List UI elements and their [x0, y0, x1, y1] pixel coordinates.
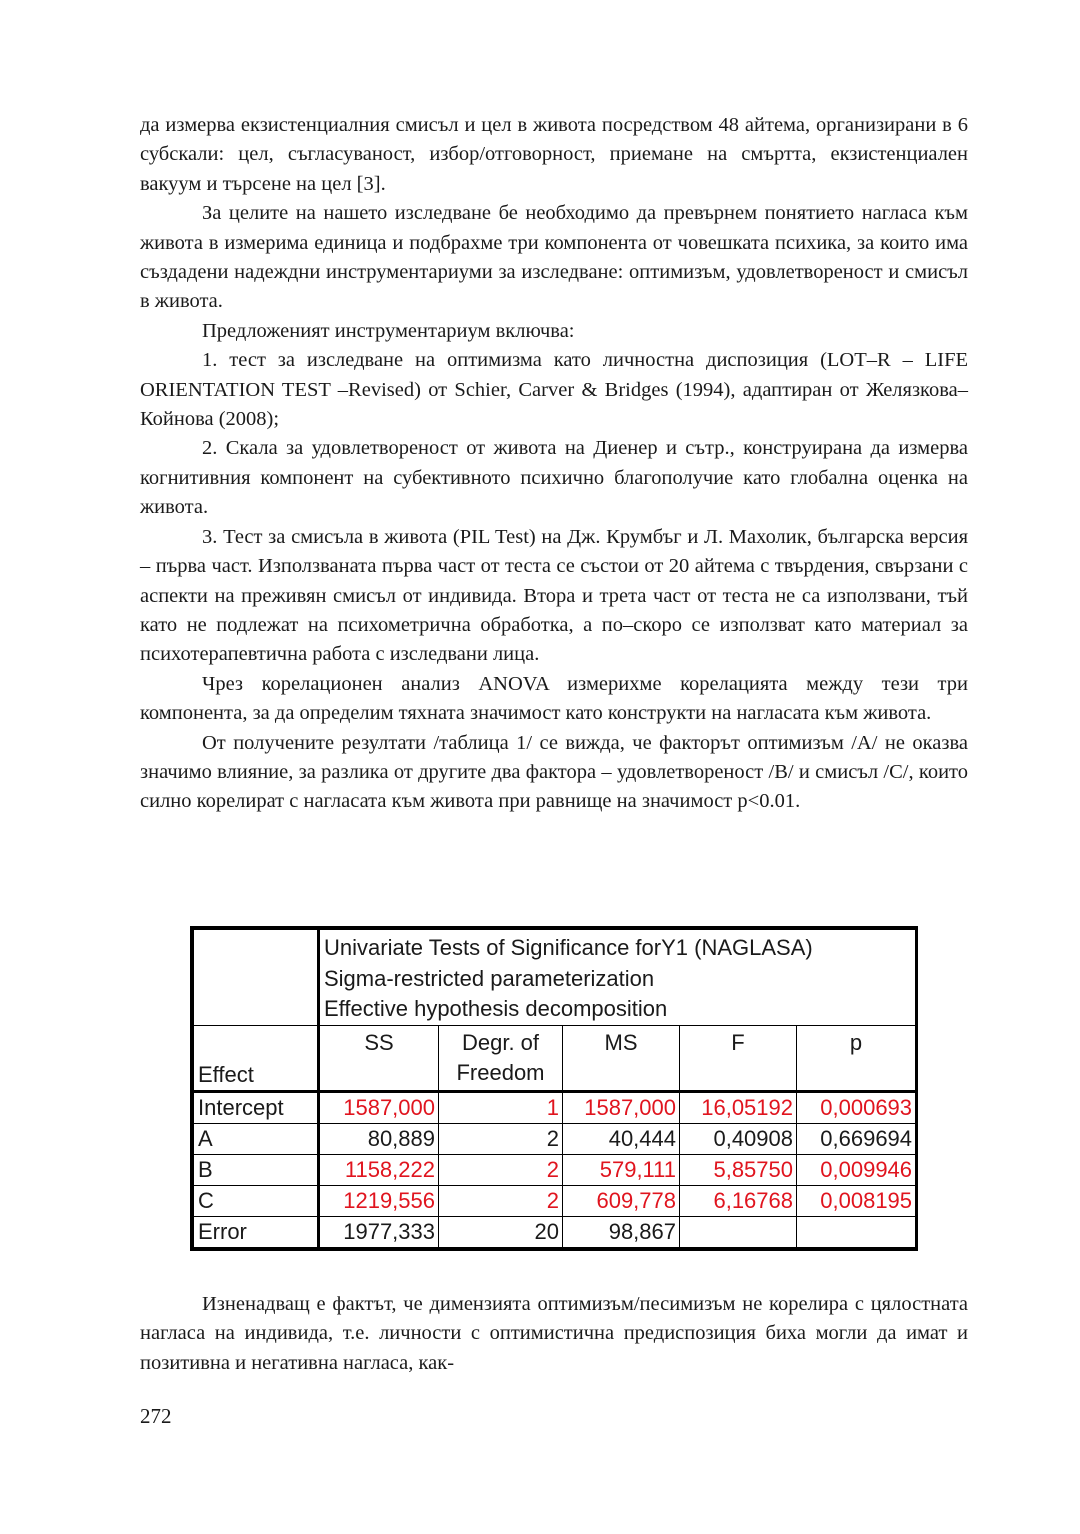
body-text-bottom — [140, 1290, 968, 1378]
paragraph: Предложеният инструментариум включва: — [202, 319, 575, 342]
f-cell: 0,40908 — [680, 1123, 797, 1154]
ms-cell: 1587,000 — [563, 1091, 680, 1123]
ss-cell: 1977,333 — [319, 1216, 439, 1247]
f-cell: 16,05192 — [680, 1091, 797, 1123]
df-cell: 2 — [439, 1185, 563, 1216]
ms-cell: 98,867 — [563, 1216, 680, 1247]
table-title — [319, 930, 916, 1026]
paragraph: Изненадващ е фактът, че димензията оптимизъм/песимизъм не корелира с цялостната нагласа на индивида, т.е. личности с оптимистична предиспозиция биха могли да имат и позитивна и негативна нагласа, как- — [140, 1293, 968, 1374]
p-cell: 0,000693 — [797, 1091, 916, 1123]
paragraph: 2. Скала за удовлетвореност от живота на Диенер и сътр., конструирана да измерва когнитивния компонент на субективното психично благополучие като глобална оценка на живота. — [140, 437, 968, 519]
p-cell — [797, 1216, 916, 1247]
effect-cell: Intercept — [194, 1091, 319, 1123]
table-title-line: Univariate Tests of Significance forY1 (NAGLASA) — [324, 935, 813, 960]
ms-cell: 579,111 — [563, 1154, 680, 1185]
df-cell: 20 — [439, 1216, 563, 1247]
paragraph: да измерва екзистенциалния смисъл и цел в живота посредством 48 айтема, организирани в 6 субскали: цел, съгласуваност, избор/отговорност, приемане на смъртта, екзистенциален вакуум и търсене на цел [3]. — [140, 114, 968, 195]
p-column-header: p — [797, 1025, 916, 1091]
f-cell: 5,85750 — [680, 1154, 797, 1185]
table-row — [194, 1091, 916, 1123]
ss-cell: 1587,000 — [319, 1091, 439, 1123]
ms-column-header: MS — [563, 1025, 680, 1091]
ss-column-header: SS — [319, 1025, 439, 1091]
body-text-top — [140, 111, 968, 817]
paragraph: От получените резултати /таблица 1/ се вижда, че факторът оптимизъм /А/ не оказва значимо влияние, за разлика от другите два фактора – удовлетвореност /В/ и смисъл /С/, които силно корелират с нагласата към живота при равнище на значимост p<0.01. — [140, 731, 968, 813]
table-row — [194, 1154, 916, 1185]
table-row — [194, 1185, 916, 1216]
f-cell — [680, 1216, 797, 1247]
effect-cell: C — [194, 1185, 319, 1216]
p-cell: 0,009946 — [797, 1154, 916, 1185]
ss-cell: 80,889 — [319, 1123, 439, 1154]
ss-cell: 1158,222 — [319, 1154, 439, 1185]
table-row — [194, 1123, 916, 1154]
effect-cell: A — [194, 1123, 319, 1154]
anova-table — [190, 926, 918, 1251]
effect-cell: B — [194, 1154, 319, 1185]
f-column-header: F — [680, 1025, 797, 1091]
df-cell: 2 — [439, 1154, 563, 1185]
df-header-line: Freedom — [456, 1059, 545, 1085]
f-cell: 6,16768 — [680, 1185, 797, 1216]
effect-cell: Error — [194, 1216, 319, 1247]
effect-column-header: Effect — [194, 1025, 319, 1091]
ms-cell: 609,778 — [563, 1185, 680, 1216]
df-header-line: Degr. of — [461, 1029, 540, 1055]
table-row — [194, 1216, 916, 1247]
table-title-line: Sigma-restricted parameterization — [324, 965, 655, 991]
df-cell: 2 — [439, 1123, 563, 1154]
p-cell: 0,008195 — [797, 1185, 916, 1216]
paragraph: За целите на нашето изследване бе необходимо да превърнем понятието нагласа към живота в измерима единица и подбрахме три компонента от човешката психика, за които има създадени надеждни инструментариуми за изследване: оптимизъм, удовлетвореност и смисъл в живота. — [140, 202, 968, 313]
table-corner-cell — [194, 930, 319, 1026]
page-number: 272 — [140, 1404, 172, 1428]
p-cell: 0,669694 — [797, 1123, 916, 1154]
paragraph: 3. Тест за смисъла в живота (PIL Test) на Дж. Крумбъг и Л. Махолик, българска версия – първа част. Използваната първа част от теста се състои от 20 айтема с твърдения, свързани с аспекти на преживян смисъл от индивида. Втора и трета част от теста не са използвани, тъй като не подлежат на психометрична обработка, а по–скоро се използват като материал за психотерапевтична работа с изследвани лица. — [140, 525, 968, 666]
df-column-header — [439, 1025, 563, 1091]
table-title-line: Effective hypothesis decomposition — [324, 996, 668, 1021]
paragraph: 1. тест за изследване на оптимизма като личностна диспозиция (LOT–R – LIFE ORIENTATION TEST –Revised) от Schier, Carver & Bridges (1994), адаптиран от Желязкова–Койнова (2008); — [140, 349, 968, 431]
df-cell: 1 — [439, 1091, 563, 1123]
paragraph: Чрез корелационен анализ ANOVA измерихме корелацията между тези три компонента, за да определим тяхната значимост като конструкти на нагласата към живота. — [140, 672, 968, 725]
ms-cell: 40,444 — [563, 1123, 680, 1154]
ss-cell: 1219,556 — [319, 1185, 439, 1216]
